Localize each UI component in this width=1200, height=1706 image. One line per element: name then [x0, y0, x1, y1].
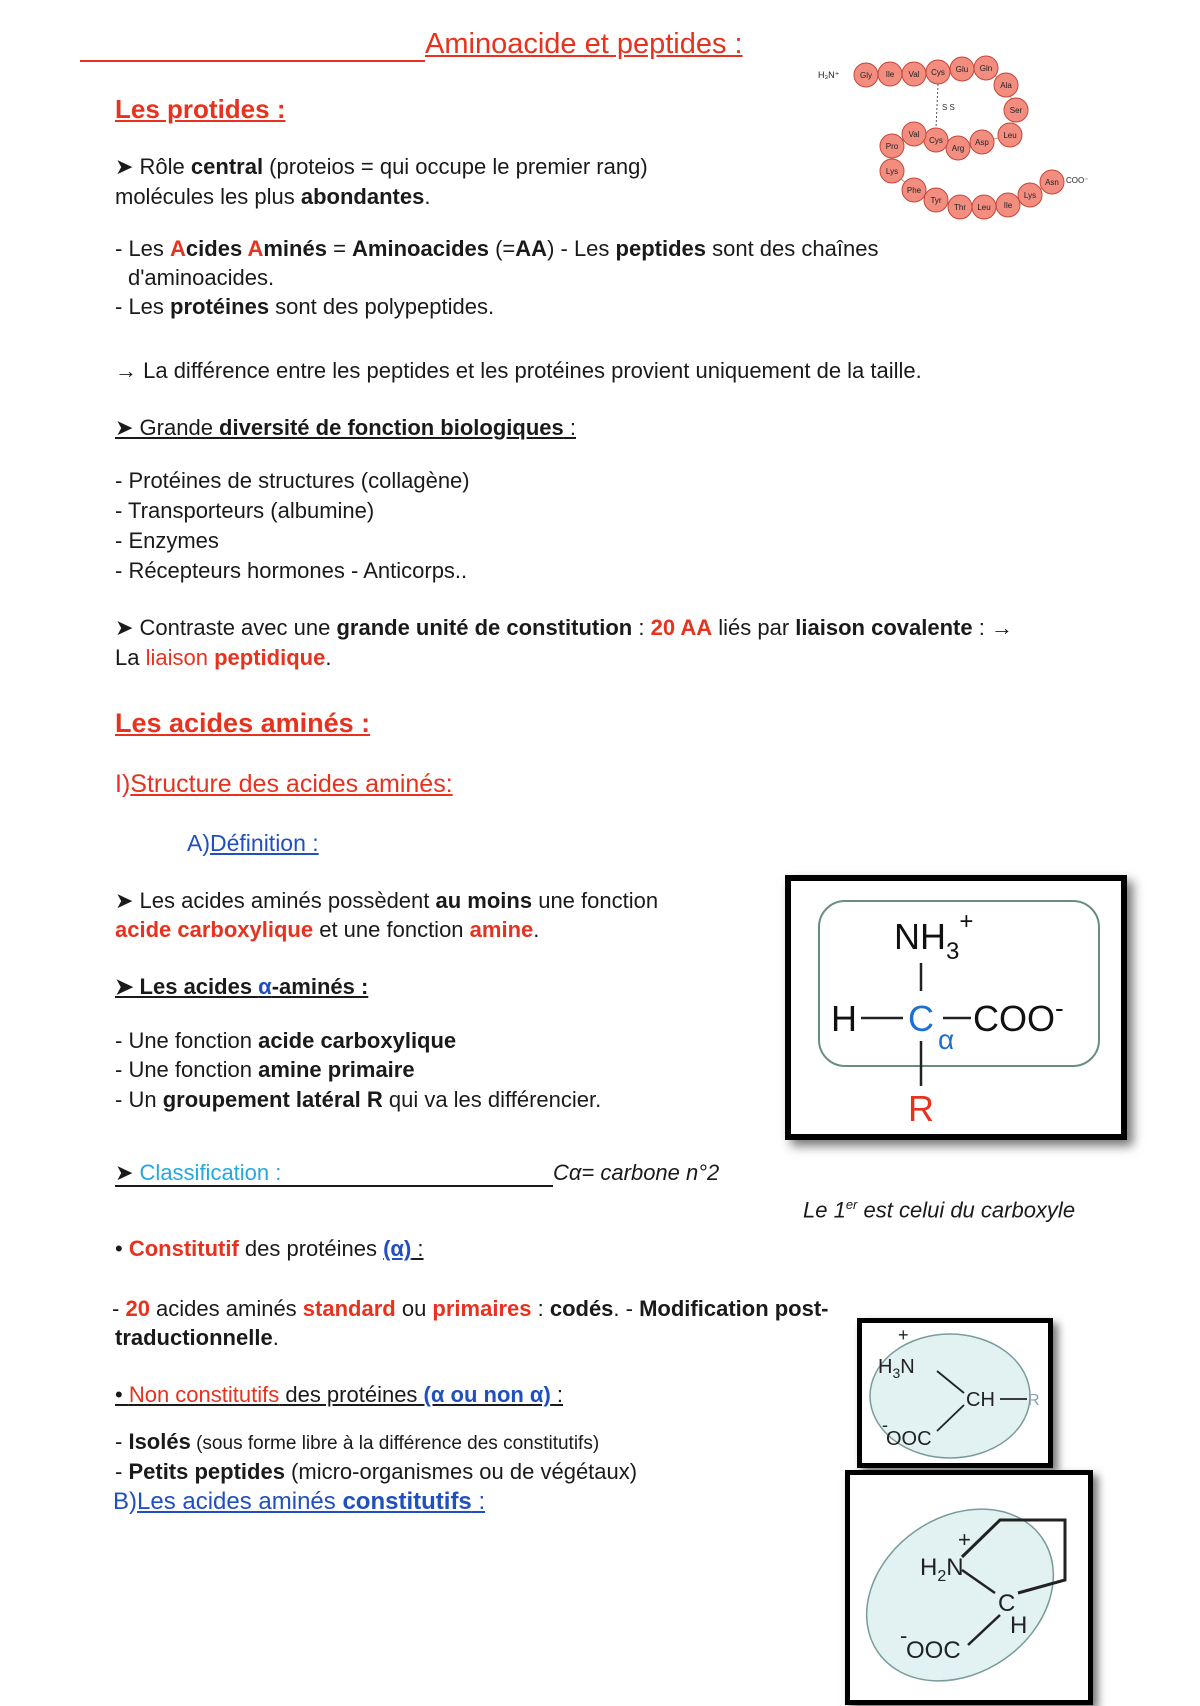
residue [902, 122, 926, 146]
residue-label: Gln [979, 64, 993, 73]
subheading-constitutifs: B)Les acides aminés constitutifs : [113, 1488, 486, 1515]
svg-text:H3N: $H_3N$ [878, 1356, 915, 1381]
figure-alpha-amino-acid [785, 875, 1127, 1140]
classification-line: ➤ Classification : [115, 1160, 282, 1185]
residue [924, 188, 948, 212]
disulfide-label: S S [942, 103, 955, 112]
residue-label: Lys [885, 167, 899, 176]
n-terminus-label: H₃N⁺ [818, 70, 840, 80]
residue-label: Leu [1003, 131, 1017, 140]
residue [926, 60, 950, 84]
residue-label: Val [908, 130, 920, 139]
protides-line-9: La liaison peptidique. [115, 645, 332, 670]
function-item-4: - Récepteurs hormones - Anticorps.. [115, 558, 468, 583]
residue [854, 63, 878, 87]
residue [880, 159, 904, 183]
residue [950, 57, 974, 81]
residue-label: Phe [906, 186, 922, 195]
residue [880, 134, 904, 158]
standard-line-1: - 20 acides aminés standard ou primaires : codés. - Modification post- [112, 1296, 829, 1321]
protides-line-3: - Les Acides Aminés = Aminoacides (=AA) - Les peptides sont des chaînes [115, 236, 879, 261]
residue-label: Ile [1003, 201, 1013, 210]
residue-label: Cys [929, 136, 943, 145]
residue-label: Ser [1009, 106, 1023, 115]
residue-label: Ile [885, 70, 895, 79]
residue [902, 62, 926, 86]
residue-label: Cys [931, 68, 945, 77]
h-label: H [831, 998, 857, 1039]
residue [924, 128, 948, 152]
nh3-label: NH [894, 916, 946, 957]
peptide-chain-diagram [816, 50, 1138, 230]
residue-label: Tyr [930, 196, 942, 205]
residue-label: Ala [1000, 81, 1012, 90]
svg-text:H2N: $H_2N$ [920, 1554, 964, 1585]
residue [994, 73, 1018, 97]
residue-label: Asn [1045, 178, 1059, 187]
function-item-2: - Transporteurs (albumine) [115, 498, 375, 523]
amino-acid-ion-svg [862, 1323, 1048, 1463]
residue [878, 62, 902, 86]
plus-charge: + [898, 1325, 909, 1345]
definition-line-1: ➤ Les acides aminés possèdent au moins une fonction [115, 888, 659, 913]
title-underline-left [80, 60, 425, 62]
residue [996, 193, 1020, 217]
protides-line-7: ➤ Grande diversité de fonction biologiques : [115, 415, 576, 440]
coo-label: COO [973, 998, 1056, 1039]
ch-label: CH [966, 1389, 995, 1411]
residue [974, 56, 998, 80]
proline-svg [850, 1475, 1088, 1700]
definition-line-2: acide carboxylique et une fonction amine. [115, 917, 540, 942]
peptide-chain-svg [816, 50, 1138, 230]
svg-text:COO-: COO- [973, 993, 1064, 1039]
figure-proline [845, 1470, 1093, 1705]
h-label: H [1010, 1612, 1028, 1639]
protides-line-1: ➤ Rôle central (proteios = qui occupe le premier rang) [115, 154, 648, 179]
residue [1040, 170, 1064, 194]
subheading-structure: I)Structure des acides aminés: [115, 770, 453, 798]
residue-label: Pro [885, 142, 899, 151]
c-label: C [998, 1590, 1016, 1617]
residue-label: Val [908, 70, 920, 79]
section-heading-acides-amines: Les acides aminés : [115, 708, 371, 738]
petits-peptides-line: - Petits peptides (micro-organismes ou de végétaux) [115, 1459, 638, 1484]
residue-label: Thr [954, 203, 966, 212]
constitutif-line: • Constitutif des protéines (α) : [115, 1236, 424, 1261]
minus-charge: - [882, 1415, 888, 1435]
disulfide-bridge [936, 84, 938, 128]
carboxyl-note: Le 1er est celui du carboxyle [803, 1197, 1076, 1223]
c-alpha-label: C [908, 998, 934, 1039]
residue [1004, 98, 1028, 122]
r-label: R [1028, 1392, 1040, 1409]
residue [1018, 183, 1042, 207]
residue [948, 195, 972, 219]
r-group-label: R [908, 1088, 934, 1129]
alpha-amines-heading: ➤ Les acides α-aminés : [115, 974, 369, 999]
residue-label: Arg [951, 144, 965, 153]
alpha-amino-acid-svg [791, 881, 1121, 1134]
carbon-alpha-note: Cα= carbone n°2 [553, 1160, 720, 1185]
isoles-line: - Isolés (sous forme libre à la différence des constitutifs) [115, 1429, 600, 1454]
h3n-label: H [878, 1356, 893, 1378]
alpha-symbol: α [938, 1024, 955, 1055]
residue-label: Lys [1023, 191, 1037, 200]
residue-label: Asp [975, 138, 989, 147]
residue [998, 123, 1022, 147]
protides-line-4: d'aminoacides. [128, 265, 275, 290]
residue [902, 178, 926, 202]
subheading-definition: A)Définition : [187, 830, 319, 856]
figure-amino-acid-ion [857, 1318, 1053, 1468]
ooc-label: OOC [906, 1637, 961, 1664]
non-constitutif-line: • Non constitutifs des protéines (α ou non α) : [115, 1382, 564, 1407]
section-heading-protides: Les protides : [115, 94, 286, 124]
ooc-label: OOC [886, 1428, 932, 1450]
residue [946, 136, 970, 160]
protides-line-5: - Les protéines sont des polypeptides. [115, 294, 495, 319]
plus-charge: + [958, 1527, 971, 1552]
c-terminus-label: COO⁻ [1066, 176, 1089, 185]
alpha-function-2: - Une fonction amine primaire [115, 1057, 415, 1082]
alpha-function-3: - Un groupement latéral R qui va les différencier. [115, 1087, 602, 1112]
residue-label: Leu [977, 203, 991, 212]
page-title: Aminoacide et peptides : [425, 28, 743, 60]
function-item-3: - Enzymes [115, 528, 219, 553]
protides-line-6: → La différence entre les peptides et les protéines provient uniquement de la taille. [115, 358, 922, 383]
h2n-label: H [920, 1554, 938, 1581]
classification-underline [115, 1185, 553, 1187]
function-item-1: - Protéines de structures (collagène) [115, 468, 470, 493]
minus-charge: - [900, 1623, 908, 1648]
alpha-function-1: - Une fonction acide carboxylique [115, 1028, 457, 1053]
residue-label: Glu [955, 65, 969, 74]
residue [970, 130, 994, 154]
protides-line-8: ➤ Contraste avec une grande unité de constitution : 20 AA liés par liaison covalente : → [115, 615, 1013, 640]
protides-line-2: molécules les plus abondantes. [115, 184, 431, 209]
standard-line-2: traductionnelle. [115, 1325, 279, 1350]
residue [972, 195, 996, 219]
residue-label: Gly [860, 71, 872, 80]
svg-text:NH3+: $NH_3^+$ [894, 908, 974, 965]
